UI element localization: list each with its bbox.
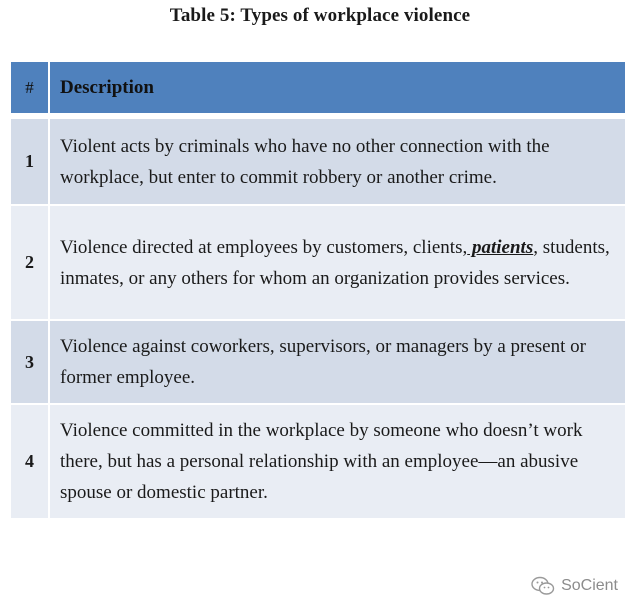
- emphasized-word: patients: [467, 236, 534, 258]
- row-number: 1: [11, 119, 48, 204]
- row-number: 4: [11, 405, 48, 518]
- socient-watermark: [531, 576, 618, 596]
- row-description-text: Violent acts by criminals who have no other connection with the workplace, but enter to commit robbery or another crime.: [60, 135, 550, 188]
- row-description-text: Violence against coworkers, supervisors, or managers by a present or former employee.: [60, 336, 586, 388]
- table-caption: Table 5: Types of workplace violence: [169, 5, 471, 26]
- row-description: [50, 321, 625, 403]
- row-number: 3: [11, 321, 48, 403]
- row-description-text: Violence committed in the workplace by someone who doesn’t work there, but has a personal relationship with an employee—an abusive spouse or domestic partner.: [60, 420, 583, 503]
- table-header-row: [11, 62, 625, 113]
- header-number: #: [11, 62, 48, 113]
- table-row: [11, 119, 625, 204]
- row-description-text: [60, 232, 615, 294]
- row-description: [50, 206, 625, 319]
- row-number: 2: [11, 206, 48, 319]
- row-description-text-before: Violence directed at employees by customers, clients,: [60, 236, 468, 258]
- table-row: [11, 321, 625, 403]
- watermark-text: SoCient: [561, 577, 618, 594]
- violence-types-table: [11, 62, 625, 518]
- row-description: [50, 405, 625, 518]
- wechat-logo-icon: [531, 576, 555, 596]
- table-row: [11, 206, 625, 319]
- header-description: Description: [50, 62, 625, 113]
- row-description-text-after: , students, inmates, or any others for whom an organization provides services.: [60, 236, 610, 289]
- row-description: [50, 119, 625, 204]
- table-row: [11, 405, 625, 518]
